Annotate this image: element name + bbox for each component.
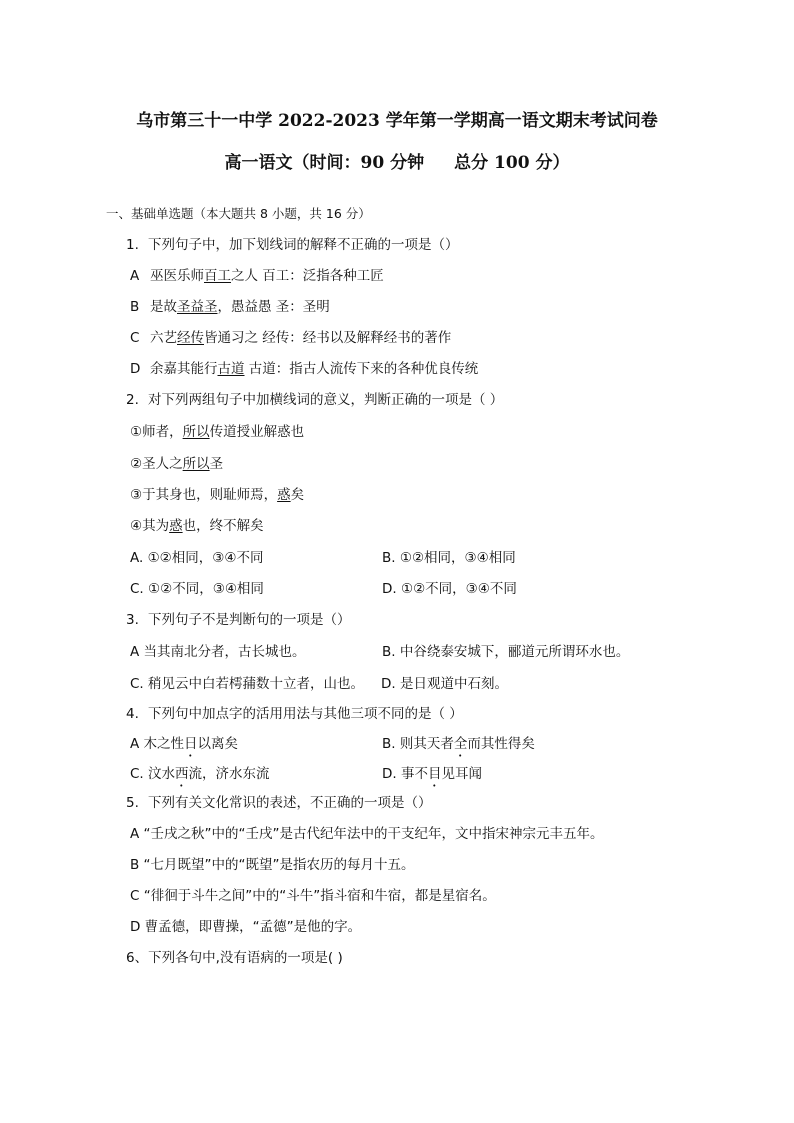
option-text: 皆通习之 经传：经书以及解释经书的著作 [204,330,452,346]
underlined-word: 古道 [217,361,245,377]
question-number: 2. [126,392,139,408]
underlined-word: 所以 [182,456,210,472]
exam-subtitle [0,148,794,173]
sentence-text: ①师者， [130,424,183,440]
q4-option-c [130,765,270,790]
q1-option-d [130,360,478,378]
q2-option-d: D. ①②不同，③④不同 [382,581,517,597]
option-text: 巫医乐师 [150,268,204,284]
question-number: 1. [126,237,139,253]
sentence-text: ③于其身也，则耻师焉， [130,487,278,503]
section-heading: 一、基础单选题（本大题共 8 小题，共 16 分） [106,206,371,221]
option-label: C [130,330,140,346]
q3-option-c: C. 稍见云中白若樗蒱数十立者，山也。 [130,676,365,692]
q1-option-a [130,267,384,285]
question-text: 下列有关文化常识的表述，不正确的一项是（） [148,795,432,811]
option-text: 而其性得矣 [467,736,535,752]
question-text: 下列句中加点字的活用用法与其他三项不同的是（ ） [148,706,463,722]
option-text: 之人 百工：泛指各种工匠 [231,268,384,284]
q2-option-c: C. ①②不同，③④相同 [130,581,264,597]
underlined-word: 惑 [277,487,291,503]
q3-option-a: A 当其南北分者，古长城也。 [130,644,306,660]
sentence-text: ④其为 [130,518,170,534]
q3-option-d: D. 是日观道中石刻。 [381,676,508,692]
question-2-stem [126,391,503,409]
question-3-stem [126,611,351,629]
option-text: ，愚益愚 圣：圣明 [217,299,330,315]
option-text: 古道：指古人流传下来的各种优良传统 [244,361,479,377]
question-number: 4. [126,706,139,722]
q5-option-c: C “徘徊于斗牛之间”中的“斗牛”指斗宿和牛宿，都是星宿名。 [130,888,496,904]
underlined-word: 百工 [204,268,231,284]
question-1-stem [126,236,459,254]
q2-sentence-3 [130,486,304,504]
q4-option-b [382,735,535,760]
question-5-stem [126,794,432,812]
q5-option-b: B “七月既望”中的“既望”是指农历的每月十五。 [130,857,415,873]
dotted-char: 目 [427,766,442,782]
sentence-text: 矣 [290,487,305,503]
sentence-text: 传道授业解惑也 [209,424,305,440]
option-label: D [130,361,141,377]
subtitle-total: 总分 100 分） [454,153,570,173]
q2-sentence-1 [130,423,304,441]
q4-option-a [130,735,238,760]
exam-title: 乌市第三十一中学 2022-2023 学年第一学期高一语文期末考试问卷 [136,111,658,131]
option-text: A 木之性 [130,736,185,752]
option-text: 见耳闻 [441,766,482,782]
dotted-char: 西 [175,766,189,782]
question-text: 对下列两组句子中加横线词的意义，判断正确的一项是（ ） [148,392,504,408]
q2-sentence-2 [130,455,223,473]
underlined-word: 所以 [182,424,210,440]
question-4-stem [126,705,463,723]
q1-option-c [130,329,451,347]
dotted-char: 日 [184,736,198,752]
option-text: 以离矣 [197,736,239,752]
subtitle-subject: 高一语文（时间：90 分钟 [224,153,425,173]
option-label: A [130,268,140,284]
question-number: 3. [126,612,139,628]
q1-option-b [130,298,330,316]
question-6-stem: 6、下列各句中,没有语病的一项是( ) [126,950,343,966]
underlined-word: 圣益圣 [177,299,218,315]
sentence-text: ②圣人之 [130,456,183,472]
dotted-char: 全 [453,736,468,752]
q2-option-b: B. ①②相同，③④相同 [382,550,516,566]
option-text: 六艺 [150,330,177,346]
option-text: B. 则其天者 [382,736,454,752]
option-text: 是故 [150,299,177,315]
question-text: 下列句子中，加下划线词的解释不正确的一项是（） [148,237,459,253]
question-text: 下列句子不是判断句的一项是（） [148,612,351,628]
sentence-text: 也，终不解矣 [182,518,264,534]
option-text: D. 事不 [382,766,428,782]
option-label: B [130,299,140,315]
sentence-text: 圣 [209,456,224,472]
q2-option-a: A. ①②相同，③④不同 [130,550,264,566]
q3-option-b: B. 中谷绕泰安城下，郦道元所谓环水也。 [382,644,630,660]
q5-option-a: A “壬戌之秋”中的“壬戌”是古代纪年法中的干支纪年，文中指宋神宗元丰五年。 [130,826,604,842]
question-number: 5. [126,795,139,811]
underlined-word: 经传 [177,330,204,346]
q5-option-d: D 曹孟德，即曹操，“孟德”是他的字。 [130,919,362,935]
q4-option-d [382,765,482,790]
option-text: 余嘉其能行 [150,361,218,377]
option-text: C. 汶水 [130,766,176,782]
underlined-word: 惑 [169,518,183,534]
option-text: 流，济水东流 [188,766,270,782]
q2-sentence-4 [130,517,264,535]
